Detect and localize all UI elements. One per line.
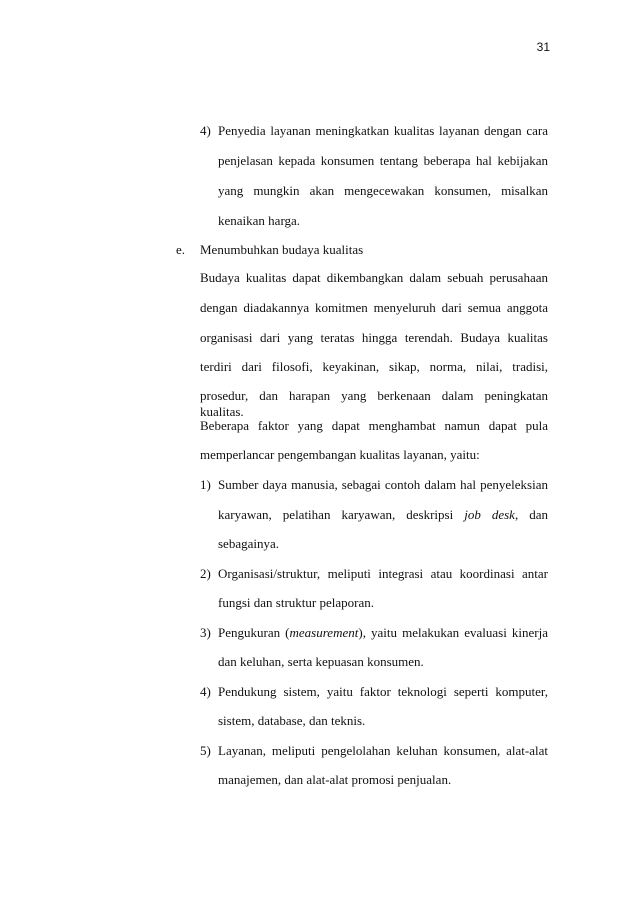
list-marker: 4): [200, 684, 211, 699]
italic-term: job desk: [464, 507, 515, 522]
text-run: karyawan, pelatihan karyawan, deskripsi: [218, 507, 454, 522]
paragraph-line: dengan diadakannya komitmen menyeluruh dari semua anggota: [200, 300, 548, 315]
paragraph-line: [218, 625, 548, 641]
paragraph-line: sistem, database, dan teknis.: [218, 713, 366, 728]
list-marker: 2): [200, 566, 211, 581]
paragraph-line: terdiri dari filosofi, keyakinan, sikap, norma, nilai, tradisi,: [200, 359, 548, 374]
paragraph-line: Budaya kualitas dapat dikembangkan dalam sebuah perusahaan: [200, 270, 548, 285]
italic-term: measurement: [289, 625, 359, 640]
paragraph-line: penjelasan kepada konsumen tentang beberapa hal kebijakan: [218, 153, 548, 168]
paragraph-line: prosedur, dan harapan yang berkenaan dalam peningkatan kualitas.: [200, 388, 548, 419]
text-run: ), yaitu melakukan evaluasi kinerja: [358, 625, 548, 640]
list-marker: 4): [200, 123, 211, 138]
paragraph-line: Sumber daya manusia, sebagai contoh dalam hal penyeleksian: [218, 477, 548, 492]
paragraph-line: organisasi dari yang teratas hingga terendah. Budaya kualitas: [200, 330, 548, 345]
paragraph-line: sebagainya.: [218, 536, 280, 551]
paragraph-line: Pendukung sistem, yaitu faktor teknologi seperti komputer,: [218, 684, 548, 699]
text-run: Pengukuran (: [218, 625, 290, 640]
paragraph-line: Penyedia layanan meningkatkan kualitas layanan dengan cara: [218, 123, 548, 138]
text-run: , dan: [514, 507, 548, 522]
list-marker: 1): [200, 477, 211, 492]
paragraph-line: Beberapa faktor yang dapat menghambat namun dapat pula: [200, 418, 548, 433]
paragraph-line: dan keluhan, serta kepuasan konsumen.: [218, 654, 424, 669]
paragraph-line: memperlancar pengembangan kualitas layanan, yaitu:: [200, 447, 480, 462]
paragraph-line: yang mungkin akan mengecewakan konsumen, misalkan: [218, 183, 548, 198]
page-number: 31: [536, 40, 550, 54]
section-heading: Menumbuhkan budaya kualitas: [200, 242, 364, 257]
section-marker: e.: [176, 242, 186, 257]
paragraph-line: Organisasi/struktur, meliputi integrasi atau koordinasi antar: [218, 566, 548, 581]
paragraph-line: Layanan, meliputi pengelolahan keluhan konsumen, alat-alat: [218, 743, 548, 758]
paragraph-line: kenaikan harga.: [218, 213, 301, 228]
paragraph-line: [218, 507, 548, 523]
list-marker: 3): [200, 625, 211, 640]
paragraph-line: manajemen, dan alat-alat promosi penjualan.: [218, 772, 452, 787]
paragraph-line: fungsi dan struktur pelaporan.: [218, 595, 374, 610]
list-marker: 5): [200, 743, 211, 758]
